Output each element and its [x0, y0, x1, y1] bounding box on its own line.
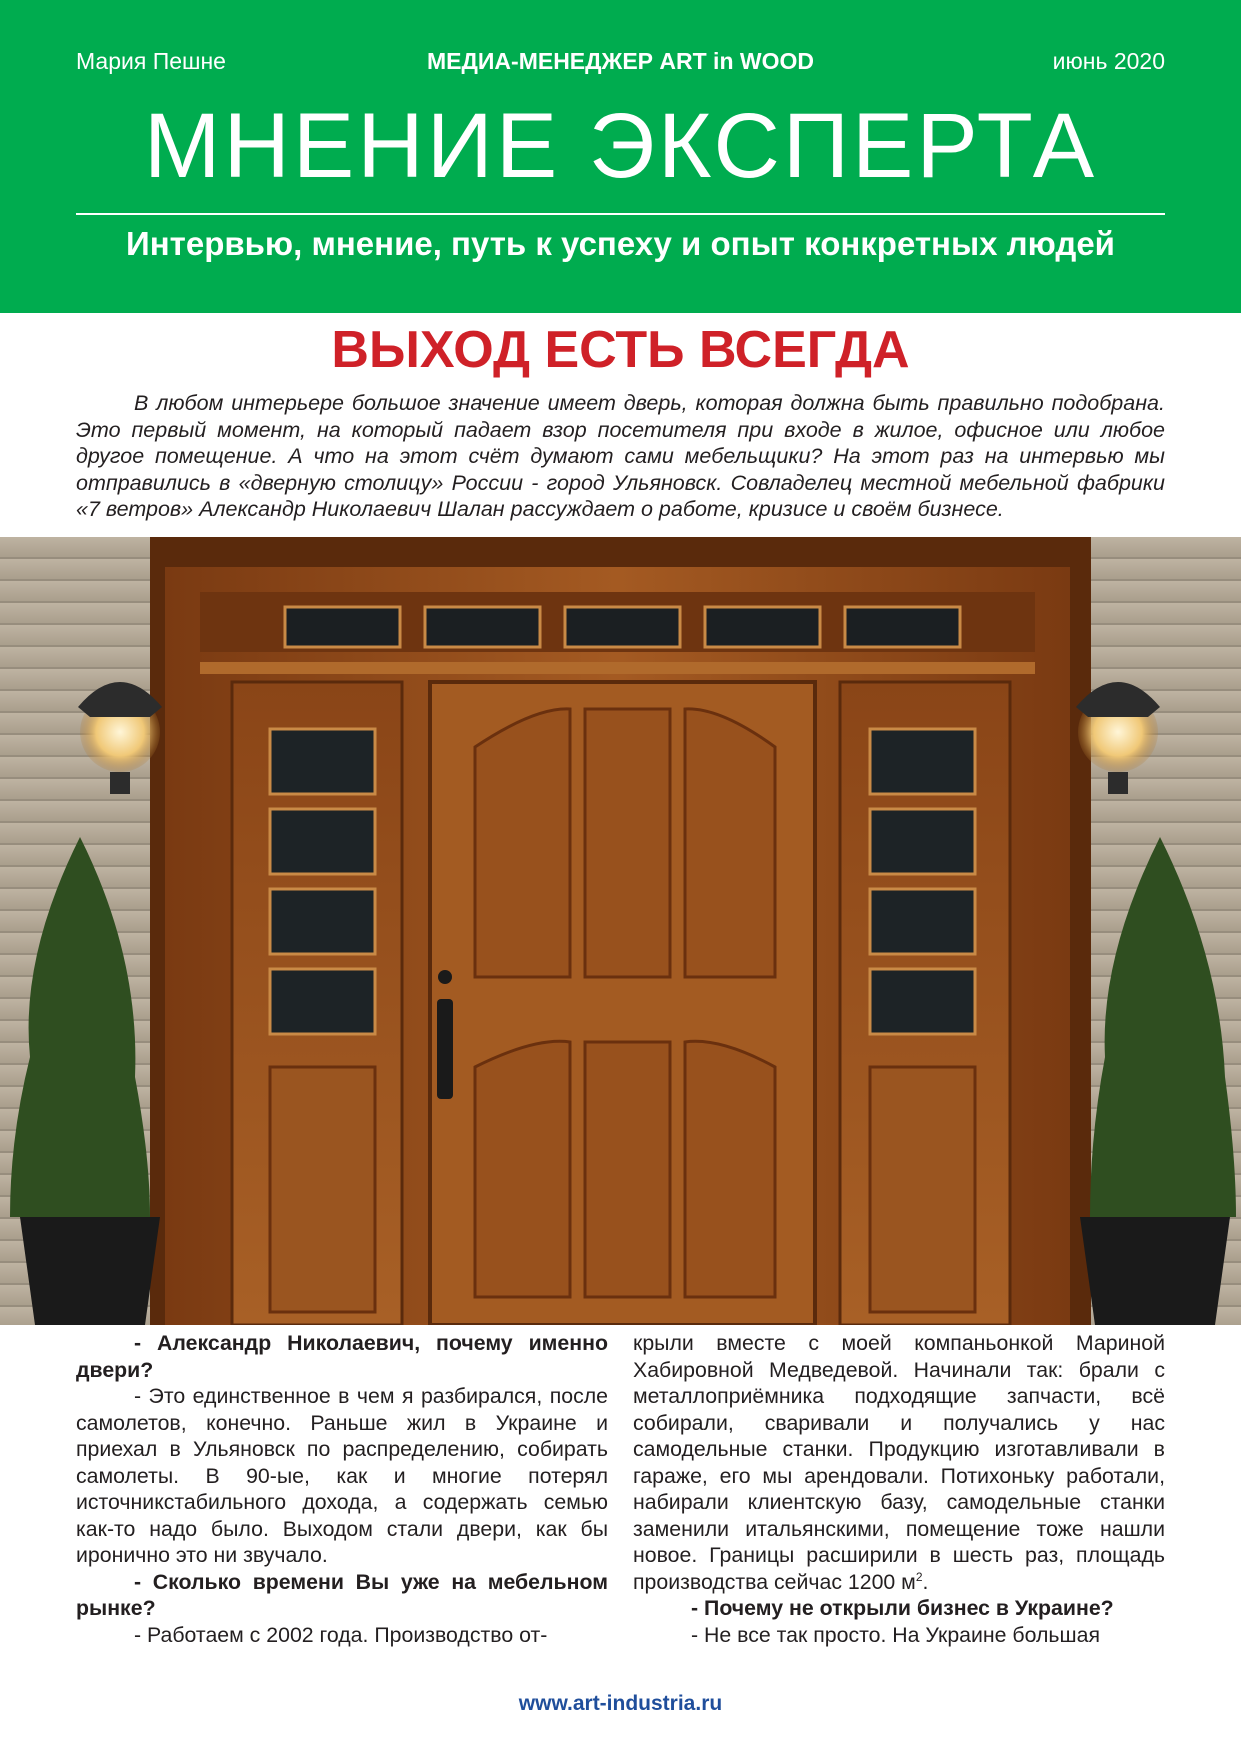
interview-question: - Александр Николаевич, почему именно двери? — [76, 1331, 608, 1382]
section-subtitle: Интервью, мнение, путь к успеху и опыт конкретных людей — [126, 225, 1115, 262]
answer-continued-text: крыли вместе с моей компаньонкой Мариной Хабировной Медведевой. Начинали так: брали с металлоприёмника подходящие запчасти, всё собирали, сваривали и получались у нас самодельные станки. Продукцию изготавливали в гараже, его мы арендовали. Потихоньку работали, набирали клиентскую базу, самодельные станки заменили итальянскими, помещение тоже нашли новое. Границы расширили в шесть раз, площадь производства сейчас 1200 м — [633, 1331, 1165, 1594]
lead-paragraph: В любом интерьере большое значение имеет дверь, которая должна быть правильно подобрана. Это первый момент, на который падает взор посетителя при входе в жилое, офисное или любое другое помещение. А что на этот счёт думают сами мебельщики? На этот раз на интервью мы отправились в «дверную столицу» России - город Ульяновск. Совладелец местной мебельной фабрики «7 ветров» Александр Николаевич Шалан рассуждает о работе, кризисе и своём бизнесе. — [76, 391, 1165, 521]
article-lead — [76, 390, 1165, 523]
interview-answer: - Работаем с 2002 года. Производство от- — [134, 1622, 548, 1647]
article-column-right — [633, 1330, 1165, 1648]
interview-answer: - Не все так просто. На Украине большая — [691, 1622, 1100, 1647]
interview-question: - Почему не открыли бизнес в Украине? — [691, 1596, 1114, 1620]
issue-date: июнь 2020 — [1052, 48, 1165, 74]
answer-continued-end: . — [922, 1569, 929, 1594]
interview-question: - Сколько времени Вы уже на мебельном рынке? — [76, 1569, 608, 1620]
header-divider — [76, 213, 1165, 215]
door-photo — [0, 537, 1241, 1325]
interview-answer: - Это единственное в чем я разбирался, после самолетов, конечно. Раньше жил в Украине и приехал в Ульяновск по распределению, собирать самолеты. В 90-ые, как и многие потерял источникстабильного дохода, а содержать семью как-то надо было. Выходом стали двери, как бы иронично это ни звучало. — [76, 1384, 608, 1567]
footer-website-link[interactable]: www.art-industria.ru — [518, 1692, 723, 1715]
section-title: МНЕНИЕ ЭКСПЕРТА — [143, 95, 1098, 197]
header-banner — [0, 0, 1241, 313]
square-meter-superscript: 2 — [915, 1569, 923, 1584]
article-headline: ВЫХОД ЕСТЬ ВСЕГДА — [331, 321, 910, 379]
author-role: МЕДИА-МЕНЕДЖЕР ART in WOOD — [427, 48, 814, 74]
article-column-left — [76, 1330, 608, 1648]
interview-answer-continued — [633, 1330, 1165, 1595]
author-name: Мария Пешне — [76, 48, 226, 74]
